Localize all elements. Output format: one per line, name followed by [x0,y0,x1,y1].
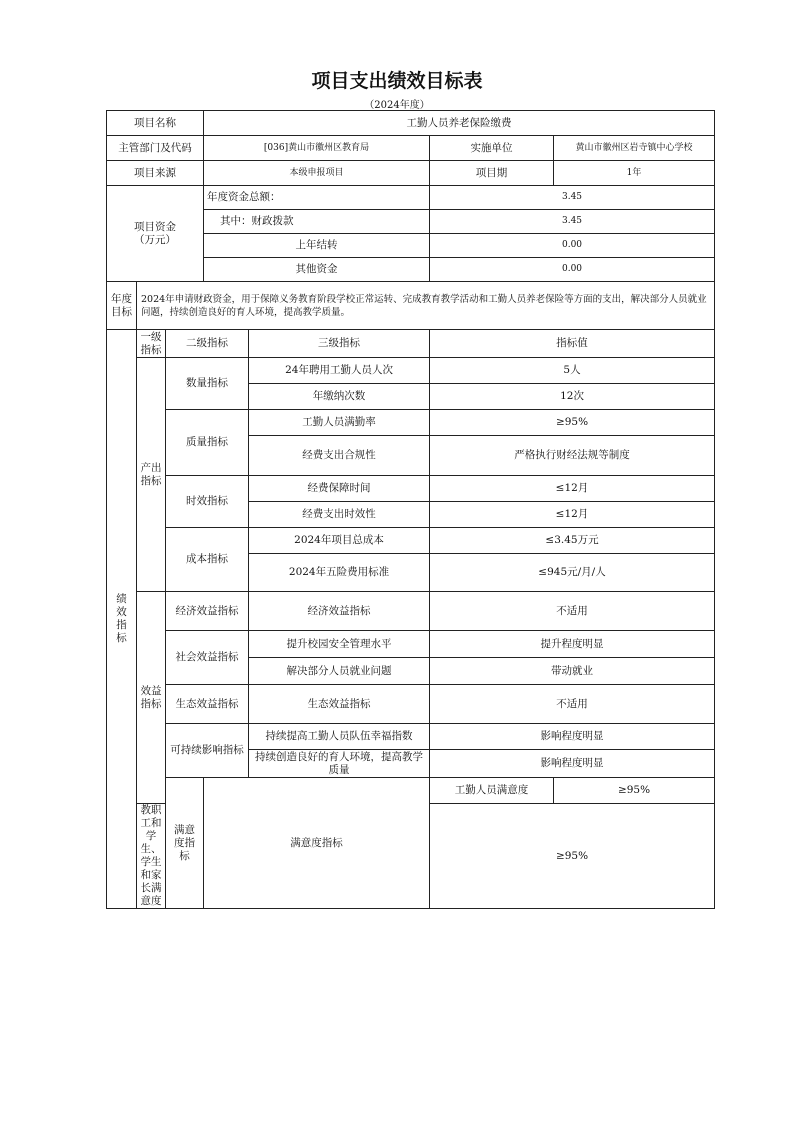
indicator-value: ≤3.45万元 [430,528,715,554]
benefit-indicators-label: 效益 指标 [137,592,166,804]
funds-row-value: 0.00 [430,234,715,258]
indicator-name: 经济效益指标 [249,592,430,631]
timeliness-indicator-label: 时效指标 [166,476,249,528]
satisfaction-indicators-label: 满意 度指 标 [166,778,204,909]
ecological-indicator-label: 生态效益指标 [166,685,249,724]
project-name-value: 工勤人员养老保险缴费 [204,111,715,136]
indicator-name: 经费保障时间 [249,476,430,502]
funds-row-label: 其他资金 [204,258,430,282]
indicators-label: 绩 效 指 标 [107,330,137,909]
page-title: 项目支出绩效目标表 [311,70,483,92]
project-name-label: 项目名称 [107,111,204,136]
sustainable-indicator-label: 可持续影响指标 [166,724,249,778]
goal-label: 年度 目标 [107,282,137,330]
social-indicator-label: 社会效益指标 [166,631,249,685]
page-subtitle: （2024年度） [364,100,430,111]
indicator-name: 24年聘用工勤人员人次 [249,358,430,384]
indicator-name: 2024年五险费用标准 [249,554,430,592]
level3-header: 三级指标 [249,330,430,358]
performance-table [106,110,715,909]
indicator-value: 提升程度明显 [430,631,715,658]
indicator-name: 生态效益指标 [249,685,430,724]
quality-indicator-label: 质量指标 [166,410,249,476]
funds-label: 项目资金 （万元） [107,186,204,282]
level1-header: 一级 指标 [137,330,166,358]
goal-text: 2024年申请财政资金，用于保障义务教育阶段学校正常运转、完成教育教学活动和工勤人员养老保险等方面的支出，解决部分人员就业问题，持续创造良好的育人环境，提高教学质量。 [137,282,715,330]
indicator-name: 经费支出时效性 [249,502,430,528]
indicator-name: 持续提高工勤人员队伍幸福指数 [249,724,430,750]
indicator-name: 工勤人员满意度 [430,778,554,804]
funds-row-label: 上年结转 [204,234,430,258]
funds-row-value: 3.45 [430,186,715,210]
dept-label: 主管部门及代码 [107,136,204,161]
output-indicators-label: 产出 指标 [137,358,166,592]
indicator-value: 12次 [430,384,715,410]
economic-indicator-label: 经济效益指标 [166,592,249,631]
level2-header: 二级指标 [166,330,249,358]
indicator-value: 影响程度明显 [430,724,715,750]
indicator-name: 2024年项目总成本 [249,528,430,554]
period-value: 1年 [554,161,715,186]
funds-row-label: 其中：财政拨款 [204,210,430,234]
indicator-name: 提升校园安全管理水平 [249,631,430,658]
quantity-indicator-label: 数量指标 [166,358,249,410]
satisfaction-indicator-label: 满意度指标 [204,778,430,909]
indicator-value: 不适用 [430,685,715,724]
indicator-value: ≥95% [554,778,715,804]
indicator-name: 工勤人员满勤率 [249,410,430,436]
indicator-value: 不适用 [430,592,715,631]
indicator-value: ≥95% [430,410,715,436]
indicator-name: 经费支出合规性 [249,436,430,476]
indicator-value: 严格执行财经法规等制度 [430,436,715,476]
funds-row-label: 年度资金总额： [204,186,430,210]
indicator-value: ≤12月 [430,476,715,502]
source-value: 本级申报项目 [204,161,430,186]
indicator-value: ≤945元/月/人 [430,554,715,592]
indicator-value: 5人 [430,358,715,384]
funds-row-value: 3.45 [430,210,715,234]
value-header: 指标值 [430,330,715,358]
indicator-value: ≤12月 [430,502,715,528]
indicator-value: ≥95% [430,804,715,909]
dept-value: [036]黄山市徽州区教育局 [204,136,430,161]
period-label: 项目期 [430,161,554,186]
indicator-name: 年缴纳次数 [249,384,430,410]
indicator-name: 解决部分人员就业问题 [249,658,430,685]
indicator-value: 影响程度明显 [430,750,715,778]
indicator-value: 带动就业 [430,658,715,685]
cost-indicator-label: 成本指标 [166,528,249,592]
impl-value: 黄山市徽州区岩寺镇中心学校 [554,136,715,161]
source-label: 项目来源 [107,161,204,186]
indicator-name: 持续创造良好的育人环境，提高教学质量 [249,750,430,778]
funds-row-value: 0.00 [430,258,715,282]
indicator-name: 教职工和学生、学生和家长满意度 [137,804,166,909]
impl-label: 实施单位 [430,136,554,161]
